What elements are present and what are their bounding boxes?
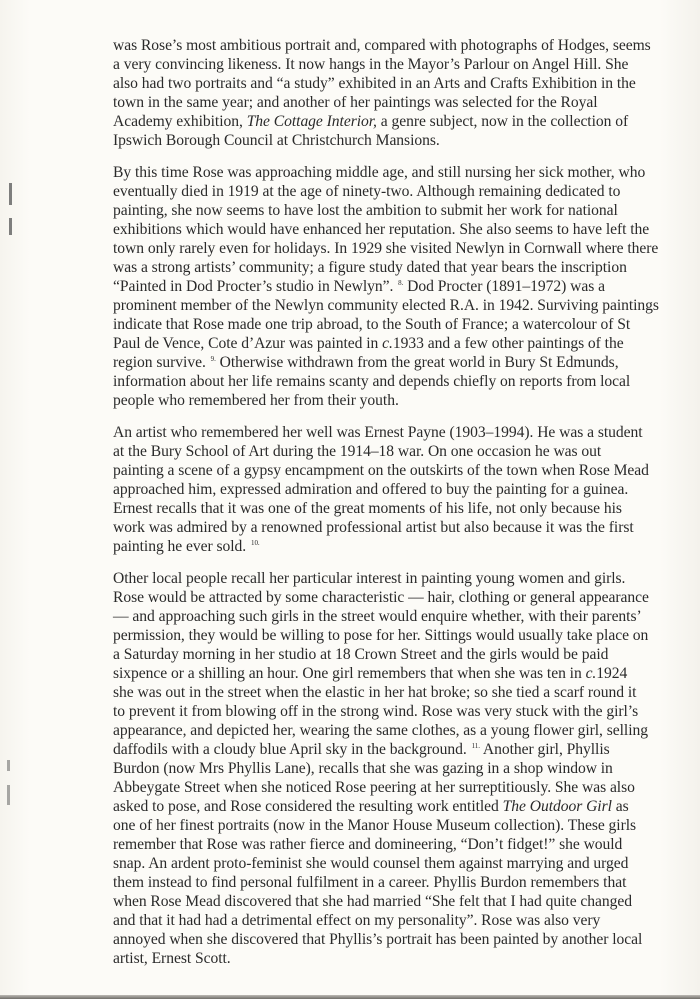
text-run: at the Bury School of Art during the 1914–18 war. On one occasion he was out — [113, 443, 602, 460]
text-run: Academy exhibition, — [113, 113, 247, 130]
text-run: to prevent it from blowing off in the strong wind. Rose was very stuck with the girl’s — [113, 703, 639, 720]
text-run: Dod Procter (1891–1972) was a — [403, 278, 605, 295]
scan-margin-mark — [7, 785, 10, 805]
text-line — [113, 892, 673, 911]
text-run: artist, Ernest Scott. — [113, 950, 231, 967]
text-run: annoyed when she discovered that Phyllis’s portrait has been painted by another local — [113, 931, 643, 948]
footnote-marker: 10. — [251, 539, 260, 547]
page-bottom-edge — [0, 995, 700, 999]
text-line — [113, 277, 673, 296]
text-line — [113, 835, 673, 854]
text-line — [113, 131, 673, 150]
body-text — [113, 36, 673, 981]
text-line — [113, 112, 673, 131]
text-run: work was admired by a renowned professional artist but also because it was the first — [113, 519, 634, 536]
text-line — [113, 759, 673, 778]
text-line — [113, 391, 673, 410]
text-line — [113, 816, 673, 835]
text-run: Other local people recall her particular interest in painting young women and girls. — [113, 570, 626, 587]
text-run: Burdon (now Mrs Phyllis Lane), recalls that she was gazing in a shop window in — [113, 760, 613, 777]
text-line — [113, 334, 673, 353]
text-run: permission, they would be willing to pose for her. Sittings would usually take place on — [113, 627, 649, 644]
text-run: daffodils with a cloudy blue April sky in the background. — [113, 741, 471, 758]
text-line — [113, 182, 673, 201]
text-line — [113, 683, 673, 702]
text-run: was a strong artists’ community; a figure study dated that year bears the inscription — [113, 259, 627, 276]
italic-title: The Outdoor Girl — [502, 798, 612, 815]
text-run: one of her finest portraits (now in the Manor House Museum collection). These girls — [113, 817, 637, 834]
text-run: and that it had had a detrimental effect on my personality”. Rose was also very — [113, 912, 601, 929]
text-line — [113, 442, 673, 461]
text-run: Abbeygate Street when she noticed Rose peering at her surreptitiously. She was also — [113, 779, 635, 796]
text-line — [113, 461, 673, 480]
text-run: 1924 — [596, 665, 628, 682]
text-run: exhibitions which would have enhanced her reputation. She also seems to have left the — [113, 221, 650, 238]
text-run: — and approaching such girls in the street would enquire whether, with their parents’ — [113, 608, 642, 625]
text-run: prominent member of the Newlyn community elected R.A. in 1942. Surviving paintings — [113, 297, 659, 314]
text-line — [113, 702, 673, 721]
text-line — [113, 607, 673, 626]
text-run: was Rose’s most ambitious portrait and, compared with photographs of Hodges, seems — [113, 37, 651, 54]
text-line — [113, 949, 673, 968]
text-line — [113, 626, 673, 645]
text-line — [113, 569, 673, 588]
text-run: indicate that Rose made one trip abroad, to the South of France; a watercolour of St — [113, 316, 631, 333]
text-line — [113, 664, 673, 683]
text-run: town only rarely even for holidays. In 1929 she visited Newlyn in Cornwall where there — [113, 240, 659, 257]
text-run: a very convincing likeness. It now hangs in the Mayor’s Parlour on Angel Hill. She — [113, 56, 629, 73]
text-run: information about her life remains scanty and depends chiefly on reports from local — [113, 373, 631, 390]
text-run: when Rose Mead discovered that she had married “She felt that I had quite changed — [113, 893, 633, 910]
text-run: as — [611, 798, 629, 815]
text-run: a genre subject, now in the collection of — [376, 113, 629, 130]
text-run: Otherwise withdrawn from the great world in Bury St Edmunds, — [215, 354, 619, 371]
text-line — [113, 220, 673, 239]
text-line — [113, 721, 673, 740]
text-run: she was out in the street when the elastic in her hat broke; so she tied a scarf round it — [113, 684, 637, 701]
text-line — [113, 239, 673, 258]
text-run: painting, she now seems to have lost the ambition to submit her work for national — [113, 202, 618, 219]
text-run: An artist who remembered her well was Ernest Payne (1903–1994). He was a student — [113, 424, 643, 441]
text-line — [113, 55, 673, 74]
text-run: painting a scene of a gypsy encampment on the outskirts of the town when Rose Mead — [113, 462, 649, 479]
text-run: also had two portraits and “a study” exhibited in an Arts and Crafts Exhibition in the — [113, 75, 636, 92]
text-line — [113, 423, 673, 442]
text-line — [113, 74, 673, 93]
italic-title: c. — [382, 335, 393, 352]
text-run: Another girl, Phyllis — [479, 741, 610, 758]
paragraph — [113, 569, 673, 968]
text-run: a Saturday morning in her studio at 18 Crown Street and the girls would be paid — [113, 646, 609, 663]
text-line — [113, 93, 673, 112]
italic-title: c. — [585, 665, 597, 682]
text-line — [113, 645, 673, 664]
text-run: sixpence or a shilling an hour. One girl remembers that when she was ten in — [113, 665, 586, 682]
text-run: “Painted in Dod Procter’s studio in Newlyn”. — [113, 278, 398, 295]
paragraph — [113, 423, 673, 556]
text-line — [113, 499, 673, 518]
text-line — [113, 258, 673, 277]
scan-margin-mark — [7, 760, 10, 771]
text-run: town in the same year; and another of her paintings was selected for the Royal — [113, 94, 598, 111]
text-run: 1933 and a few other paintings of the — [392, 335, 624, 352]
text-run: them instead to find personal fulfilment in a career. Phyllis Burdon remembers that — [113, 874, 627, 891]
text-line — [113, 201, 673, 220]
text-line — [113, 518, 673, 537]
text-run: asked to pose, and Rose considered the resulting work entitled — [113, 798, 503, 815]
text-run: region survive. — [113, 354, 210, 371]
footnote-marker: 8. — [398, 279, 404, 287]
text-run: appearance, and depicted her, wearing the same clothes, as a young flower girl, selling — [113, 722, 648, 739]
text-run: people who remembered her from their youth. — [113, 392, 399, 409]
scan-margin-mark — [9, 218, 12, 235]
text-line — [113, 778, 673, 797]
text-line — [113, 911, 673, 930]
text-run: painting he ever sold. — [113, 538, 250, 555]
text-run: remember that Rose was rather fierce and domineering, “Don’t fidget!” she would — [113, 836, 623, 853]
text-run: By this time Rose was approaching middle age, and still nursing her sick mother, who — [113, 164, 646, 181]
text-line — [113, 797, 673, 816]
footnote-marker: 9. — [210, 355, 216, 363]
paragraph — [113, 163, 673, 410]
text-line — [113, 372, 673, 391]
text-line — [113, 873, 673, 892]
text-line — [113, 296, 673, 315]
text-run: snap. An ardent proto-feminist she would counsel them against marrying and urged — [113, 855, 629, 872]
text-run: Ipswich Borough Council at Christchurch Mansions. — [113, 132, 440, 149]
text-run: eventually died in 1919 at the age of ninety-two. Although remaining dedicated to — [113, 183, 621, 200]
text-line — [113, 163, 673, 182]
text-line — [113, 930, 673, 949]
text-run: Ernest recalls that it was one of the great moments of his life, not only because his — [113, 500, 622, 517]
footnote-marker: 11. — [471, 742, 480, 750]
text-run: Rose would be attracted by some characteristic — hair, clothing or general appearance — [113, 589, 649, 606]
text-line — [113, 353, 673, 372]
text-run: Paul de Vence, Cote d’Azur was painted in — [113, 335, 383, 352]
text-line — [113, 588, 673, 607]
text-line — [113, 740, 673, 759]
scan-margin-mark — [9, 183, 12, 205]
text-line — [113, 854, 673, 873]
text-line — [113, 480, 673, 499]
italic-title: The Cottage Interior, — [246, 113, 377, 130]
text-run: approached him, expressed admiration and offered to buy the painting for a guinea. — [113, 481, 629, 498]
text-line — [113, 315, 673, 334]
text-line — [113, 36, 673, 55]
text-line — [113, 537, 673, 556]
paragraph — [113, 36, 673, 150]
